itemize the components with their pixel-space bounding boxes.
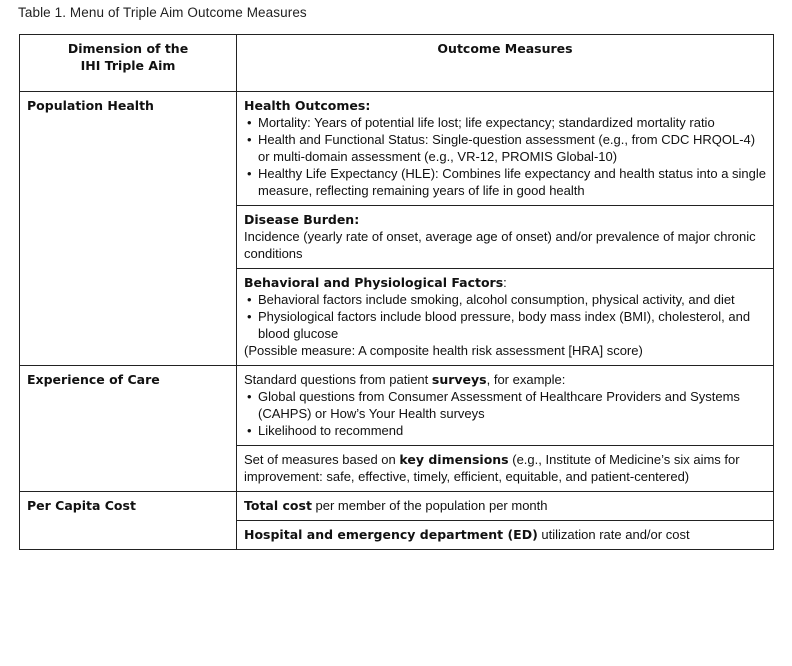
cell-disease-burden <box>237 206 774 269</box>
table-row <box>20 92 774 206</box>
header-dimension: Dimension of the IHI Triple Aim <box>20 35 237 92</box>
surveys-intro: Standard questions from patient surveys, for example: <box>244 372 566 387</box>
list-item: • Likelihood to recommend <box>244 422 766 439</box>
cell-behavioral-factors <box>237 269 774 366</box>
cell-health-outcomes <box>237 92 774 206</box>
behavioral-note: (Possible measure: A composite health risk assessment [HRA] score) <box>244 343 643 358</box>
list-item: • Health and Functional Status: Single-question assessment (e.g., from CDC HRQOL-4) or multi-domain assessment (e.g., VR-12, PROMIS Global-10) <box>244 131 766 165</box>
surveys-list <box>244 388 766 439</box>
disease-burden-title: Disease Burden: <box>244 212 360 227</box>
header-outcome-measures: Outcome Measures <box>237 35 774 92</box>
health-outcomes-list <box>244 114 766 199</box>
list-item: • Global questions from Consumer Assessment of Healthcare Providers and Systems (CAHPS) or How’s Your Health surveys <box>244 388 766 422</box>
table-row <box>20 492 774 521</box>
dimension-population-health: Population Health <box>20 92 237 366</box>
health-outcomes-title: Health Outcomes: <box>244 98 371 113</box>
table-header-row <box>20 35 774 92</box>
cell-total-cost: Total cost per member of the population per month <box>237 492 774 521</box>
cell-key-dimensions: Set of measures based on key dimensions (e.g., Institute of Medicine’s six aims for improvement: safe, effective, timely, efficient, equitable, and patient-centered) <box>237 446 774 492</box>
behavioral-title: Behavioral and Physiological Factors: <box>244 275 507 290</box>
list-item: • Behavioral factors include smoking, alcohol consumption, physical activity, and diet <box>244 291 766 308</box>
triple-aim-table <box>19 34 774 550</box>
dimension-experience-of-care: Experience of Care <box>20 366 237 492</box>
behavioral-list <box>244 291 766 342</box>
dimension-per-capita-cost: Per Capita Cost <box>20 492 237 550</box>
list-item: • Physiological factors include blood pressure, body mass index (BMI), cholesterol, and blood glucose <box>244 308 766 342</box>
cell-surveys <box>237 366 774 446</box>
list-item: • Mortality: Years of potential life lost; life expectancy; standardized mortality ratio <box>244 114 766 131</box>
table-row <box>20 366 774 446</box>
disease-burden-text: Incidence (yearly rate of onset, average age of onset) and/or prevalence of major chronic conditions <box>244 229 756 261</box>
table-caption: Table 1. Menu of Triple Aim Outcome Measures <box>18 5 307 20</box>
list-item: • Healthy Life Expectancy (HLE): Combines life expectancy and health status into a single measure, reflecting remaining years of life in good health <box>244 165 766 199</box>
cell-hospital-ed: Hospital and emergency department (ED) utilization rate and/or cost <box>237 521 774 550</box>
